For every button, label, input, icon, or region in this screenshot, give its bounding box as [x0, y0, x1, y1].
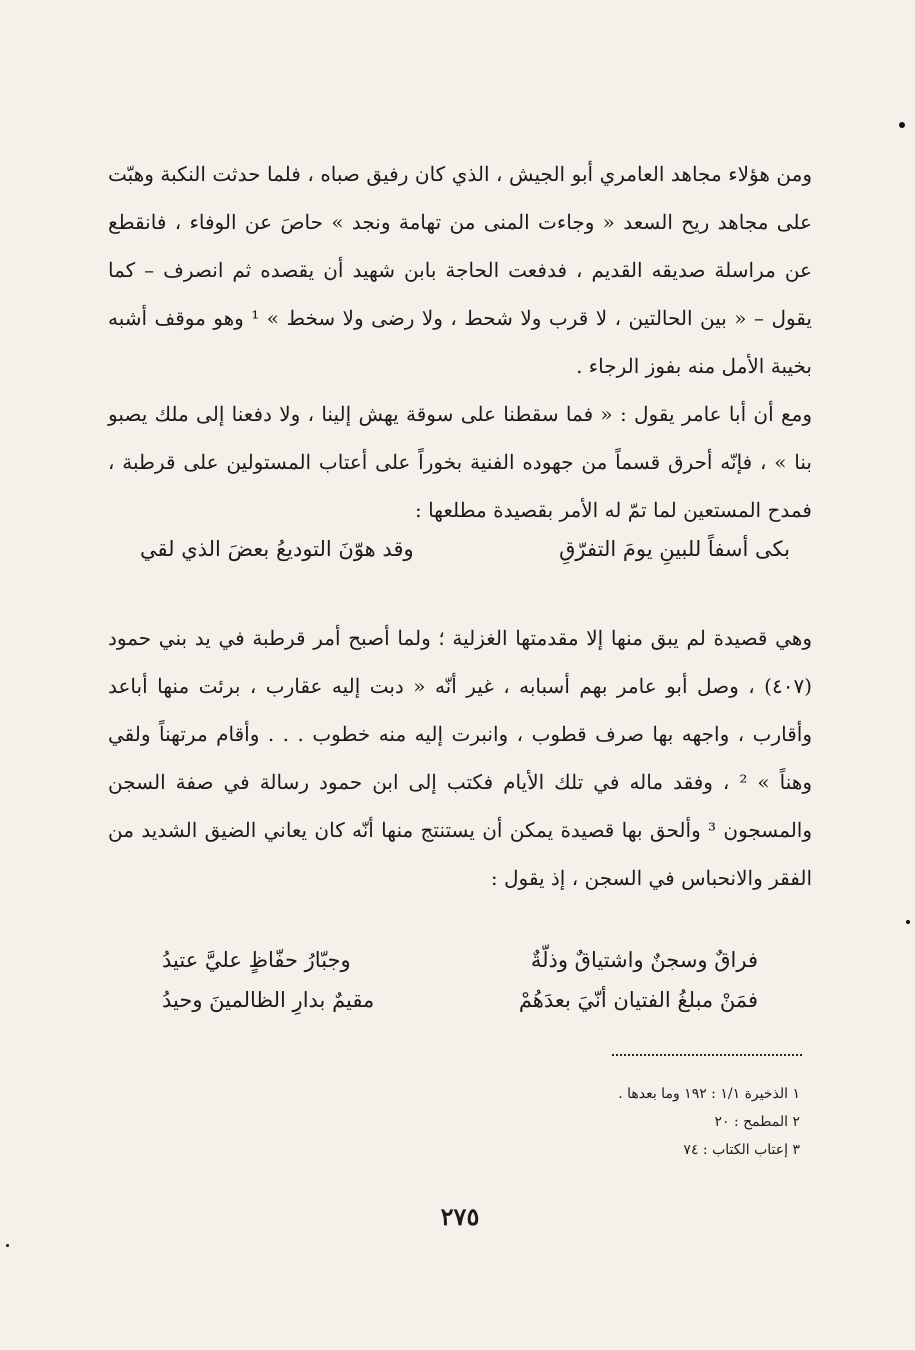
verse-line — [162, 940, 758, 980]
paragraph-1: ومن هؤلاء مجاهد العامري أبو الجيش ، الذي كان رفيق صباه ، فلما حدثت النكبة وهبّت على مجاهد ريح السعد « وجاءت المنى من تهامة ونجد » حاصَ عن الوفاء ، فانقطع عن مراسلة صديقه القديم ، فدفعت الحاجة بابن شهيد أن يقصده ثم انصرف – كما يقول – « بين الحالتين ، لا قرب ولا شحط ، ولا رضى ولا سخط » ¹ وهو موقف أشبه بخيبة الأمل منه بفوز الرجاء . — [108, 162, 812, 378]
verse-second-hemistich: وجبّارُ حفّاظٍ عليَّ عتيدُ — [162, 948, 351, 972]
verse-first-hemistich: فمَنْ مبلغُ الفتيان أنّيَ بعدَهُمْ — [518, 988, 758, 1012]
verse-first-hemistich: فراقٌ وسجنٌ واشتياقٌ وذلّةٌ — [530, 948, 758, 972]
paragraph-3: وهي قصيدة لم يبق منها إلا مقدمتها الغزلية ؛ ولما أصبح أمر قرطبة في يد بني حمود (٤٠٧) ، وصل أبو عامر بهم أسبابه ، غير أنّه « دبت إليه عقارب ، برئت منها أباعد وأقارب ، واجهه بها صرف قطوب ، وانبرت إليه منه خطوب . . . وأقام مرتهناً ولقي وهناً » ² ، وفقد ماله في تلك الأيام فكتب إلى ابن حمود رسالة في صفة السجن والمسجون ³ وألحق بها قصيدة يمكن أن يستنتج منها أنّه كان يعاني الضيق الشديد من الفقر والانحباس في السجن ، إذ يقول : — [108, 626, 813, 890]
paragraph-2: ومع أن أبا عامر يقول : « فما سقطنا على سوقة يهش إلينا ، ولا دفعنا إلى ملك يصبو بنا » ، فإنّه أحرق قسماً من جهوده الفنية بخوراً على أعتاب المستولين على قرطبة ، فمدح المستعين لما تمّ له الأمر بقصيدة مطلعها : — [108, 402, 812, 522]
verse-block-1 — [140, 532, 790, 566]
verse-second-hemistich: مقيمٌ بدارِ الظالمينَ وحيدُ — [162, 988, 375, 1012]
page-number: ٢٧٥ — [440, 1202, 480, 1231]
footnotes — [470, 1080, 800, 1164]
footnote-separator — [612, 1054, 802, 1056]
verse-line — [140, 532, 790, 566]
scan-mark — [906, 920, 910, 924]
scan-mark — [899, 122, 905, 128]
verse-first-hemistich: بكى أسفاً للبينِ يومَ التفرّقِ — [559, 537, 790, 561]
verse-block-2 — [162, 940, 758, 1020]
verse-second-hemistich: وقد هوّنَ التوديعُ بعضَ الذي لقي — [140, 537, 414, 561]
verse-line — [162, 980, 758, 1020]
footnote-item: ٢ المطمح : ٢٠ — [714, 1114, 800, 1130]
scan-mark — [6, 1244, 9, 1247]
footnote-item: ٣ إعتاب الكتاب : ٧٤ — [683, 1142, 800, 1158]
footnote-item: ١ الذخيرة ١/١ : ١٩٢ وما بعدها . — [618, 1086, 800, 1102]
